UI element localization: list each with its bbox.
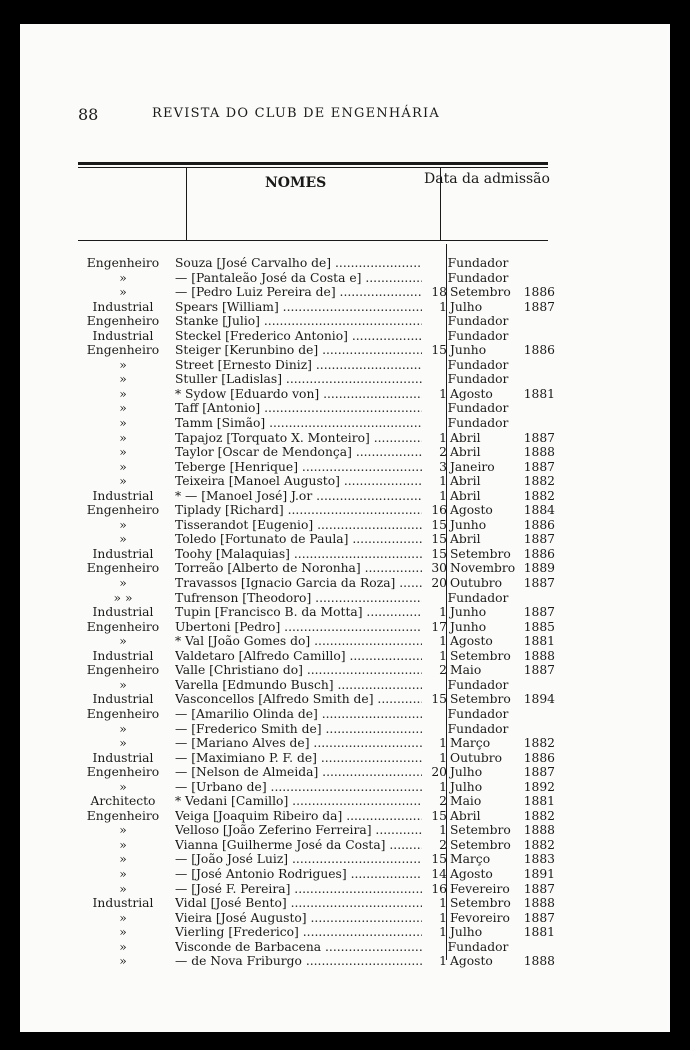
admission-month-cell: Setembro	[450, 896, 511, 911]
name-cell: Valle [Christiano do] .....	[175, 663, 422, 678]
profession-cell: »	[119, 517, 127, 532]
admission-month-cell: Fevoreiro	[450, 910, 510, 925]
profession-cell: Engenheiro	[86, 314, 160, 329]
column-header-data: Data da admissão	[424, 171, 550, 187]
admission-day-cell: 1	[439, 430, 447, 445]
admission-month-cell: Fundador	[447, 677, 509, 692]
name-cell: Stuller [Ladislas] .....	[175, 372, 422, 387]
table-row	[0, 431, 650, 446]
admission-year-cell: 1887	[523, 430, 555, 445]
profession-cell: Engenheiro	[86, 256, 160, 270]
admission-year-cell: 1881	[523, 925, 555, 940]
admission-month-cell: Abril	[450, 445, 481, 460]
name-cell: Tufrenson [Theodoro] .....	[175, 591, 422, 606]
profession-cell: Engenheiro	[86, 619, 160, 634]
admission-day-cell: 16	[431, 503, 447, 518]
profession-cell: Engenheiro	[86, 765, 160, 780]
table-row	[0, 416, 650, 431]
admission-month-cell: Março	[450, 852, 491, 867]
table-row	[0, 911, 650, 926]
profession-cell: »	[119, 736, 127, 751]
profession-cell: Engenheiro	[86, 706, 160, 721]
profession-cell: »	[119, 416, 127, 431]
admission-year-cell: 1882	[523, 474, 555, 489]
admission-day-cell: 16	[431, 881, 447, 896]
admission-year-cell: 1881	[523, 794, 555, 809]
admission-month-cell: Outubro	[450, 576, 503, 591]
table-row	[0, 372, 650, 387]
admission-year-cell: 1886	[523, 750, 555, 765]
admission-month-cell: Junho	[450, 619, 487, 634]
admission-month-cell: Agosto	[450, 954, 493, 969]
table-row	[0, 445, 650, 460]
admission-year-cell: 1887	[523, 605, 555, 620]
table-row	[0, 925, 650, 940]
admission-month-cell: Maio	[450, 794, 482, 809]
name-cell: * Vedani [Camillo] .....	[175, 794, 422, 809]
profession-cell: Engenheiro	[86, 503, 160, 518]
admission-day-cell: 17	[431, 619, 447, 634]
table-row	[0, 882, 650, 897]
admission-month-cell: Novembro	[450, 561, 516, 576]
profession-cell: Engenheiro	[86, 343, 160, 358]
admission-year-cell: 1887	[523, 532, 555, 547]
admission-month-cell: Fundador	[447, 314, 509, 329]
table-row	[0, 707, 650, 722]
name-cell: Spears [William] .....	[175, 300, 422, 315]
profession-cell: Engenheiro	[86, 808, 160, 823]
admission-year-cell: 1881	[523, 634, 555, 649]
name-cell: — [José F. Pereira] .....	[175, 882, 422, 897]
admission-day-cell: 20	[431, 576, 447, 591]
name-cell: Tamm [Simão] .....	[175, 416, 422, 431]
admission-month-cell: Setembro	[450, 285, 511, 300]
admission-day-cell: 1	[439, 299, 447, 314]
admission-year-cell: 1885	[523, 619, 555, 634]
admission-month-cell: Junho	[450, 517, 487, 532]
name-cell: — [Pantaleão José da Costa e] .....	[175, 271, 422, 286]
profession-cell: »	[119, 357, 127, 372]
profession-cell: Industrial	[92, 299, 154, 314]
admission-month-cell: Junho	[450, 343, 487, 358]
name-cell: * Sydow [Eduardo von] .....	[175, 387, 422, 402]
admission-day-cell: 1	[439, 648, 447, 663]
profession-cell: Industrial	[92, 692, 154, 707]
table-row	[0, 823, 650, 838]
table-row	[0, 678, 650, 693]
admission-day-cell: 1	[439, 736, 447, 751]
table-row	[0, 256, 650, 271]
table-row	[0, 809, 650, 824]
admission-day-cell: 30	[431, 561, 447, 576]
admission-month-cell: Julho	[450, 765, 483, 780]
name-cell: Steckel [Frederico Antonio] .....	[175, 329, 422, 344]
name-cell: Varella [Edmundo Busch] .....	[175, 678, 422, 693]
name-cell: Velloso [João Zeferino Ferreira] .....	[175, 823, 422, 838]
admission-month-cell: Abril	[450, 808, 481, 823]
admission-month-cell: Junho	[450, 605, 487, 620]
table-row	[0, 751, 650, 766]
profession-cell: Engenheiro	[86, 561, 160, 576]
admission-month-cell: Agosto	[450, 386, 493, 401]
profession-cell: Industrial	[92, 546, 154, 561]
table-row	[0, 867, 650, 882]
table-row	[0, 547, 650, 562]
profession-cell: »	[119, 823, 127, 838]
top-rule-thick	[78, 162, 548, 165]
profession-cell: Industrial	[92, 648, 154, 663]
admission-year-cell: 1888	[523, 445, 555, 460]
profession-cell: »	[119, 386, 127, 401]
profession-cell: »	[119, 459, 127, 474]
profession-cell: »	[119, 270, 127, 285]
top-rule-thin	[78, 167, 548, 168]
name-cell: Vasconcellos [Alfredo Smith de] .....	[175, 692, 422, 707]
profession-cell: »	[119, 881, 127, 896]
profession-cell: Industrial	[92, 605, 154, 620]
table-row	[0, 503, 650, 518]
table-row	[0, 838, 650, 853]
table-row	[0, 896, 650, 911]
profession-cell: »	[119, 532, 127, 547]
admission-month-cell: Setembro	[450, 823, 511, 838]
admission-month-cell: Outubro	[450, 750, 503, 765]
admission-day-cell: 2	[439, 794, 447, 809]
table-row	[0, 285, 650, 300]
table-row	[0, 561, 650, 576]
admission-year-cell: 1888	[523, 823, 555, 838]
admission-day-cell: 1	[439, 750, 447, 765]
admission-day-cell: 1	[439, 779, 447, 794]
name-cell: Veiga [Joaquim Ribeiro da] .....	[175, 809, 422, 824]
name-cell: — [Pedro Luiz Pereira de] .....	[175, 285, 422, 300]
table-row	[0, 620, 650, 635]
table-row	[0, 736, 650, 751]
table-row	[0, 663, 650, 678]
admission-year-cell: 1887	[523, 459, 555, 474]
member-table	[0, 256, 650, 969]
admission-month-cell: Agosto	[450, 503, 493, 518]
profession-cell: Architecto	[90, 794, 156, 809]
column-divider-left	[186, 168, 187, 240]
admission-day-cell: 1	[439, 605, 447, 620]
admission-month-cell: Fundador	[447, 357, 509, 372]
profession-cell: »	[119, 866, 127, 881]
profession-cell: Engenheiro	[86, 663, 160, 678]
name-cell: Tupin [Francisco B. da Motta] .....	[175, 605, 422, 620]
profession-cell: »	[119, 576, 127, 591]
profession-cell: Industrial	[92, 488, 154, 503]
column-header-nomes: NOMES	[265, 175, 327, 191]
admission-year-cell: 1882	[523, 488, 555, 503]
name-cell: Tiplady [Richard] .....	[175, 503, 422, 518]
admission-year-cell: 1889	[523, 561, 555, 576]
name-cell: Toledo [Fortunato de Paula] .....	[175, 532, 422, 547]
name-cell: — [Mariano Alves de] .....	[175, 736, 422, 751]
admission-month-cell: Fundador	[447, 706, 509, 721]
admission-day-cell: 18	[431, 285, 447, 300]
admission-year-cell: 1887	[523, 299, 555, 314]
admission-month-cell: Fundador	[447, 270, 509, 285]
name-cell: Stanke [Julio] .....	[175, 314, 422, 329]
profession-cell: Industrial	[92, 328, 154, 343]
table-row	[0, 765, 650, 780]
name-cell: — [Amarilio Olinda de] .....	[175, 707, 422, 722]
admission-day-cell: 1	[439, 823, 447, 838]
admission-year-cell: 1888	[523, 896, 555, 911]
table-row	[0, 489, 650, 504]
name-cell: Vierling [Frederico] .....	[175, 925, 422, 940]
name-cell: — [Nelson de Almeida] .....	[175, 765, 422, 780]
table-row	[0, 474, 650, 489]
name-cell: Valdetaro [Alfredo Camillo] .....	[175, 649, 422, 664]
name-cell: Teberge [Henrique] .....	[175, 460, 422, 475]
name-cell: Souza [José Carvalho de] .....	[175, 256, 422, 271]
name-cell: Travassos [Ignacio Garcia da Roza] .....	[175, 576, 422, 591]
profession-cell: »	[119, 837, 127, 852]
admission-month-cell: Abril	[450, 474, 481, 489]
admission-year-cell: 1887	[523, 881, 555, 896]
profession-cell: »	[119, 925, 127, 940]
table-row	[0, 649, 650, 664]
admission-year-cell: 1894	[523, 692, 555, 707]
admission-year-cell: 1886	[523, 285, 555, 300]
running-title: REVISTA DO CLUB DE ENGENHÁRIA	[152, 106, 440, 121]
admission-day-cell: 3	[439, 459, 447, 474]
admission-month-cell: Agosto	[450, 634, 493, 649]
profession-cell: »	[119, 677, 127, 692]
name-cell: Toohy [Malaquias] .....	[175, 547, 422, 562]
name-cell: Vidal [José Bento] .....	[175, 896, 422, 911]
admission-month-cell: Fundador	[447, 416, 509, 431]
table-row	[0, 271, 650, 286]
table-row	[0, 300, 650, 315]
admission-day-cell: 15	[431, 546, 447, 561]
admission-year-cell: 1888	[523, 648, 555, 663]
admission-year-cell: 1884	[523, 503, 555, 518]
admission-month-cell: Julho	[450, 779, 483, 794]
table-row	[0, 692, 650, 707]
admission-day-cell: 1	[439, 488, 447, 503]
name-cell: — de Nova Friburgo .....	[175, 954, 422, 969]
name-cell: — [Maximiano P. F. de] .....	[175, 751, 422, 766]
admission-day-cell: 1	[439, 910, 447, 925]
admission-month-cell: Fundador	[447, 590, 509, 605]
name-cell: Tisserandot [Eugenio] .....	[175, 518, 422, 533]
admission-day-cell: 1	[439, 386, 447, 401]
profession-cell: Industrial	[92, 750, 154, 765]
table-row	[0, 852, 650, 867]
table-row	[0, 940, 650, 955]
table-row	[0, 780, 650, 795]
table-row	[0, 634, 650, 649]
admission-month-cell: Março	[450, 736, 491, 751]
admission-year-cell: 1882	[523, 837, 555, 852]
admission-day-cell: 1	[439, 474, 447, 489]
profession-cell: »	[119, 474, 127, 489]
profession-cell: »	[119, 779, 127, 794]
admission-month-cell: Fundador	[447, 401, 509, 416]
name-cell: Ubertoni [Pedro] .....	[175, 620, 422, 635]
admission-year-cell: 1886	[523, 546, 555, 561]
admission-day-cell: 1	[439, 634, 447, 649]
admission-year-cell: 1887	[523, 576, 555, 591]
admission-day-cell: 15	[431, 808, 447, 823]
admission-day-cell: 2	[439, 663, 447, 678]
admission-day-cell: 20	[431, 765, 447, 780]
admission-year-cell: 1887	[523, 663, 555, 678]
admission-month-cell: Fundador	[447, 372, 509, 387]
table-row	[0, 401, 650, 416]
table-row	[0, 387, 650, 402]
header-rule	[78, 240, 548, 241]
name-cell: * — [Manoel José] J.or .....	[175, 489, 422, 504]
table-row	[0, 358, 650, 373]
admission-month-cell: Fundador	[447, 721, 509, 736]
admission-month-cell: Setembro	[450, 546, 511, 561]
profession-cell: »	[119, 910, 127, 925]
admission-year-cell: 1886	[523, 517, 555, 532]
admission-month-cell: Agosto	[450, 866, 493, 881]
profession-cell: »	[119, 852, 127, 867]
name-cell: Taff [Antonio] .....	[175, 401, 422, 416]
admission-month-cell: Setembro	[450, 648, 511, 663]
admission-month-cell: Fundador	[447, 939, 509, 954]
admission-day-cell: 1	[439, 896, 447, 911]
table-row	[0, 954, 650, 969]
admission-month-cell: Janeiro	[450, 459, 495, 474]
admission-year-cell: 1881	[523, 386, 555, 401]
profession-cell: »	[119, 721, 127, 736]
table-row	[0, 794, 650, 809]
name-cell: * Val [João Gomes do] .....	[175, 634, 422, 649]
admission-month-cell: Maio	[450, 663, 482, 678]
admission-month-cell: Abril	[450, 488, 481, 503]
table-row	[0, 343, 650, 358]
admission-month-cell: Fevereiro	[450, 881, 510, 896]
table-row	[0, 576, 650, 591]
admission-month-cell: Abril	[450, 430, 481, 445]
admission-year-cell: 1888	[523, 954, 555, 969]
profession-cell: »	[119, 954, 127, 969]
name-cell: Taylor [Oscar de Mendonça] .....	[175, 445, 422, 460]
admission-day-cell: 15	[431, 532, 447, 547]
table-row	[0, 532, 650, 547]
admission-month-cell: Fundador	[447, 328, 509, 343]
admission-day-cell: 15	[431, 343, 447, 358]
admission-day-cell: 14	[431, 866, 447, 881]
admission-day-cell: 15	[431, 692, 447, 707]
name-cell: Torreão [Alberto de Noronha] .....	[175, 561, 422, 576]
admission-month-cell: Setembro	[450, 837, 511, 852]
admission-month-cell: Fundador	[447, 256, 509, 270]
name-cell: Street [Ernesto Diniz] .....	[175, 358, 422, 373]
name-cell: — [Frederico Smith de] .....	[175, 722, 422, 737]
admission-day-cell: 15	[431, 852, 447, 867]
table-row	[0, 329, 650, 344]
admission-year-cell: 1891	[523, 866, 555, 881]
admission-year-cell: 1892	[523, 779, 555, 794]
name-cell: — [Urbano de] .....	[175, 780, 422, 795]
name-cell: — [João José Luiz] .....	[175, 852, 422, 867]
admission-month-cell: Julho	[450, 925, 483, 940]
name-cell: — [José Antonio Rodrigues] .....	[175, 867, 422, 882]
name-cell: Vianna [Guilherme José da Costa] .....	[175, 838, 422, 853]
name-cell: Vieira [José Augusto] .....	[175, 911, 422, 926]
admission-day-cell: 1	[439, 925, 447, 940]
profession-cell: »	[119, 285, 127, 300]
admission-year-cell: 1882	[523, 736, 555, 751]
profession-cell: Industrial	[92, 896, 154, 911]
admission-day-cell: 2	[439, 445, 447, 460]
profession-cell: »	[119, 401, 127, 416]
admission-year-cell: 1883	[523, 852, 555, 867]
table-row	[0, 605, 650, 620]
admission-day-cell: 1	[439, 954, 447, 969]
admission-year-cell: 1886	[523, 343, 555, 358]
admission-year-cell: 1882	[523, 808, 555, 823]
profession-cell: »	[119, 445, 127, 460]
profession-cell: »	[119, 939, 127, 954]
name-cell: Tapajoz [Torquato X. Monteiro] .....	[175, 431, 422, 446]
table-row	[0, 722, 650, 737]
profession-cell: »	[119, 430, 127, 445]
table-row	[0, 591, 650, 606]
table-row	[0, 518, 650, 533]
name-cell: Visconde de Barbacena .....	[175, 940, 422, 955]
name-cell: Teixeira [Manoel Augusto] .....	[175, 474, 422, 489]
admission-day-cell: 15	[431, 517, 447, 532]
admission-month-cell: Julho	[450, 299, 483, 314]
admission-year-cell: 1887	[523, 765, 555, 780]
admission-month-cell: Abril	[450, 532, 481, 547]
profession-cell: »	[119, 634, 127, 649]
table-row	[0, 460, 650, 475]
page-number: 88	[78, 105, 99, 124]
profession-cell: »	[119, 372, 127, 387]
admission-month-cell: Setembro	[450, 692, 511, 707]
admission-day-cell: 2	[439, 837, 447, 852]
profession-cell: » »	[113, 590, 133, 605]
admission-year-cell: 1887	[523, 910, 555, 925]
table-row	[0, 314, 650, 329]
name-cell: Steiger [Kerunbino de] .....	[175, 343, 422, 358]
